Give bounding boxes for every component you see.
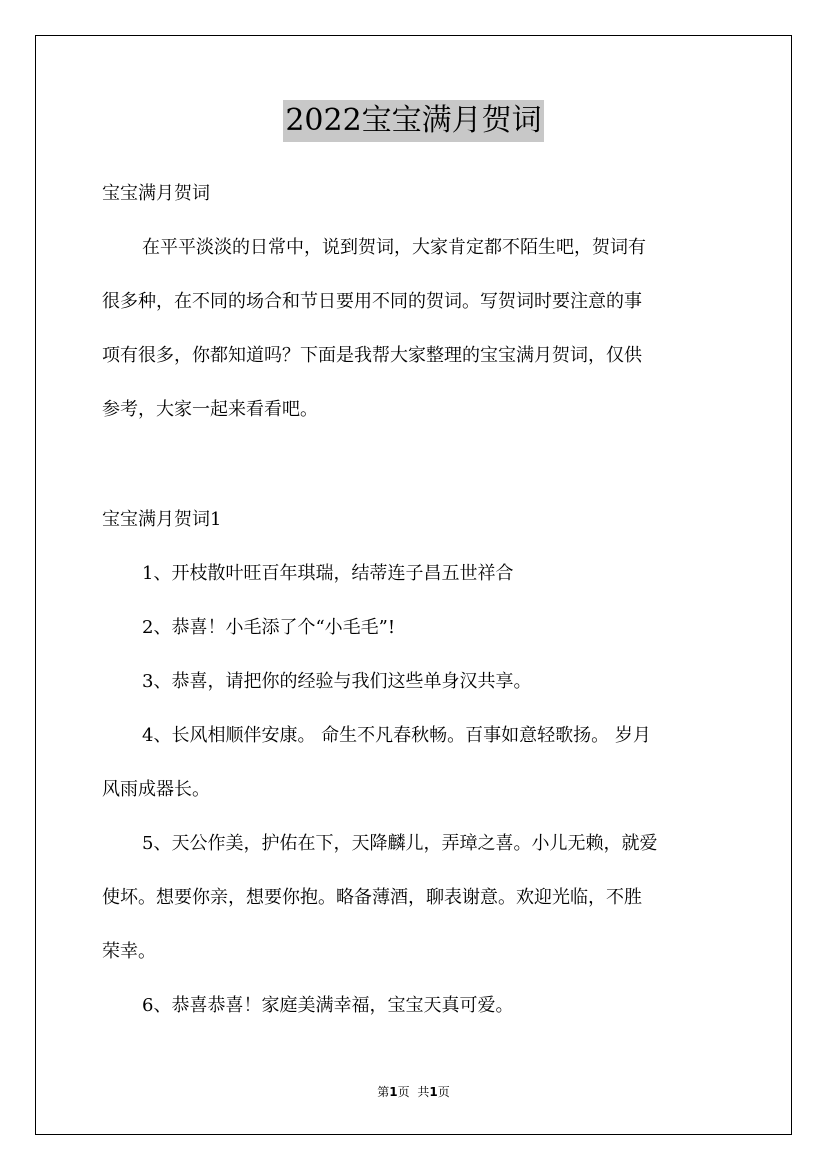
page-footer [0, 1084, 827, 1100]
list-item-continuation: 风雨成器长。 [102, 779, 210, 800]
list-item: 3、恭喜，请把你的经验与我们这些单身汉共享。 [142, 671, 532, 692]
intro-line: 项有很多，你都知道吗？下面是我帮大家整理的宝宝满月贺词，仅供 [102, 345, 642, 366]
page-total: 1 [429, 1085, 438, 1099]
list-item: 5、天公作美，护佑在下，天降麟儿，弄璋之喜。小儿无赖，就爱 [142, 833, 658, 854]
document-title: 2022宝宝满月贺词 [283, 100, 543, 142]
title-container [0, 100, 827, 142]
page-current: 1 [389, 1085, 398, 1099]
intro-line: 很多种，在不同的场合和节日要用不同的贺词。写贺词时要注意的事 [102, 291, 642, 312]
total-prefix: 共 [417, 1085, 430, 1099]
list-item: 6、恭喜恭喜！家庭美满幸福，宝宝天真可爱。 [142, 995, 514, 1016]
intro-line: 在平平淡淡的日常中，说到贺词，大家肯定都不陌生吧，贺词有 [142, 237, 646, 258]
list-item-continuation: 荣幸。 [102, 941, 156, 962]
list-item: 1、开枝散叶旺百年琪瑞，结蒂连子昌五世祥合 [142, 563, 514, 584]
section-heading: 宝宝满月贺词1 [102, 509, 222, 530]
total-suffix: 页 [437, 1085, 450, 1099]
main-heading: 宝宝满月贺词 [102, 183, 210, 204]
page-suffix: 页 [397, 1085, 410, 1099]
intro-line: 参考，大家一起来看看吧。 [102, 399, 318, 420]
list-item: 4、长风相顺伴安康。 命生不凡春秋畅。百事如意轻歌扬。 岁月 [142, 725, 651, 746]
page-prefix: 第 [377, 1085, 390, 1099]
list-item-continuation: 使坏。想要你亲，想要你抱。略备薄酒，聊表谢意。欢迎光临，不胜 [102, 887, 642, 908]
list-item: 2、恭喜！小毛添了个“小毛毛”! [142, 617, 396, 638]
